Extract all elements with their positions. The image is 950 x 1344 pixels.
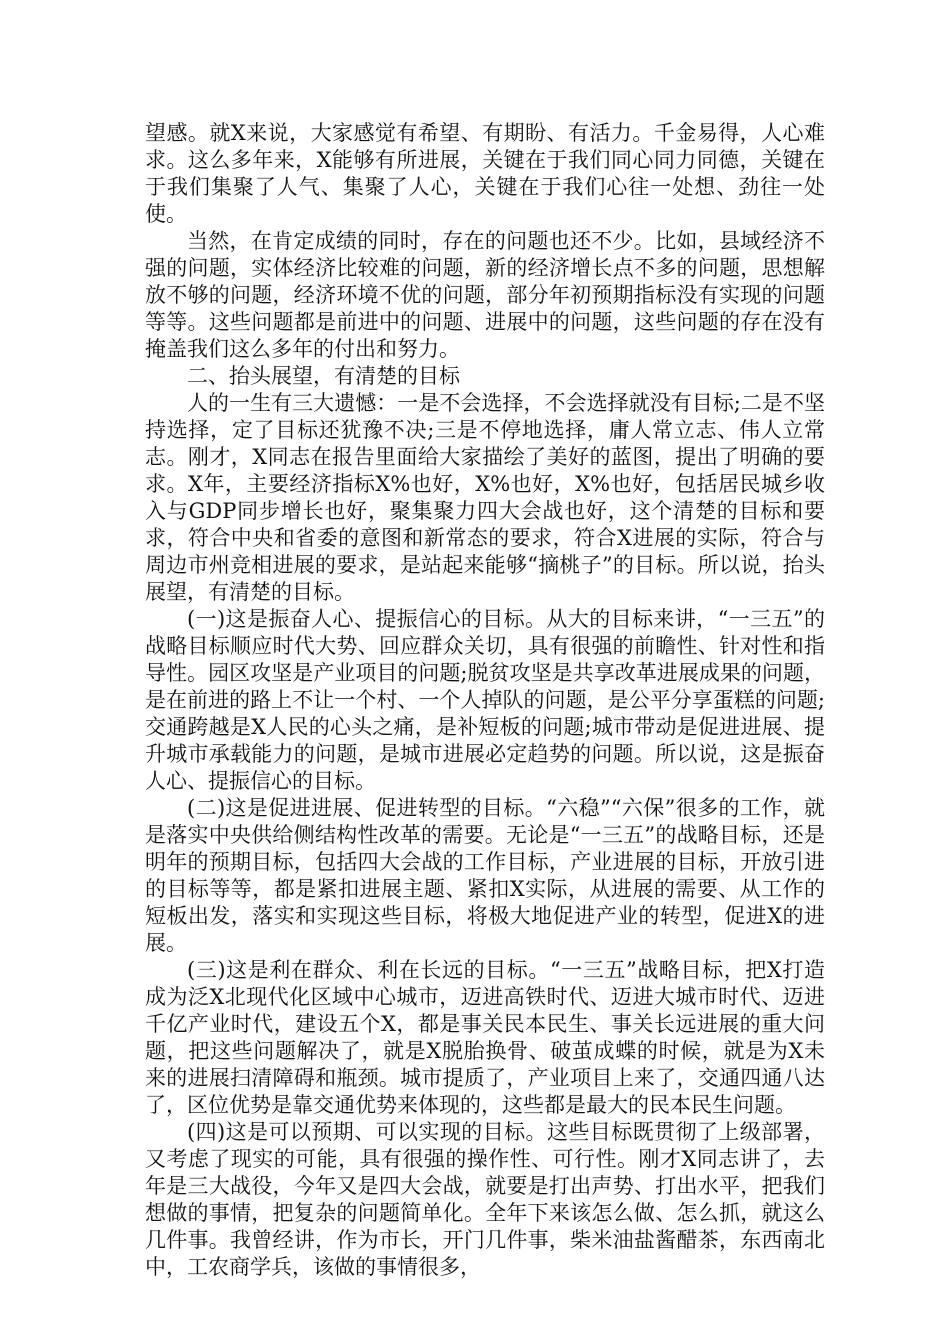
section-heading: 二、抬头展望，有清楚的目标 [187, 364, 460, 388]
paragraph-3: 人的一生有三大遗憾：一是不会选择，不会选择就没有目标;二是不坚持选择，定了目标还犹豫不决;三是不停地选择，庸人常立志、伟人立常志。刚才，X同志在报告里面给大家描绘了美好的蓝图，提出了明确的要求。X年，主要经济指标X%也好，X%也好，X%也好，包括居民城乡收入与GDP同步增长也好，聚集聚力四大会战也好，这个清楚的目标和要求，符合中央和省委的意图和新常态的要求，符合X进展的实际，符合与周边市州竞相进展的要求，是站起来能够“摘桃子”的目标。所以说，抬头展望，有清楚的目标。 [145, 391, 825, 604]
paragraph-4: (一)这是振奋人心、提振信心的目标。从大的目标来讲，“一三五”的战略目标顺应时代大势、回应群众关切，具有很强的前瞻性、针对性和指导性。园区攻坚是产业项目的问题;脱贫攻坚是共享改革进展成果的问题，是在前进的路上不让一个村、一个人掉队的问题，是公平分享蛋糕的问题;交通跨越是X人民的心头之痛，是补短板的问题;城市带动是促进进展、提升城市承载能力的问题，是城市进展必定趋势的问题。所以说，这是振奋人心、提振信心的目标。 [145, 607, 825, 793]
paragraph-1: 望感。就X来说，大家感觉有希望、有期盼、有活力。千金易得，人心难求。这么多年来，X能够有所进展，关键在于我们同心同力同德，关键在于我们集聚了人气、集聚了人心，关键在于我们心往一处想、劲往一处使。 [145, 121, 825, 226]
paragraph-7: (四)这是可以预期、可以实现的目标。这些目标既贯彻了上级部署，又考虑了现实的可能，具有很强的操作性、可行性。刚才X同志讲了，去年是三大战役，今年又是四大会战，就要是打出声势、打出水平，把我们想做的事情，把复杂的问题简单化。全年下来该怎么做、怎么抓，就这么几件事。我曾经讲，作为市长，开门几件事，柴米油盐酱醋茶，东西南北中，工农商学兵，该做的事情很多， [145, 1120, 825, 1279]
paragraph-6: (三)这是利在群众、利在长远的目标。“一三五”战略目标，把X打造成为泛X北现代化区域中心城市，迈进高铁时代、迈进大城市时代、迈进千亿产业时代，建设五个X，都是事关民本民生、事关长远进展的重大问题，把这些问题解决了，就是X脱胎换骨、破茧成蝶的时候，就是为X未来的进展扫清障碍和瓶颈。城市提质了，产业项目上来了，交通四通八达了，区位优势是靠交通优势来体现的，这些都是最大的民本民生问题。 [145, 958, 825, 1117]
paragraph-5: (二)这是促进进展、促进转型的目标。“六稳”“六保”很多的工作，就是落实中央供给侧结构性改革的需要。无论是“一三五”的战略目标，还是明年的预期目标，包括四大会战的工作目标，产业进展的目标，开放引进的目标等等，都是紧扣进展主题、紧扣X实际，从进展的需要、从工作的短板出发，落实和实现这些目标，将极大地促进产业的转型，促进X的进展。 [145, 796, 825, 955]
paragraph-2: 当然，在肯定成绩的同时，存在的问题也还不少。比如，县域经济不强的问题，实体经济比较难的问题，新的经济增长点不多的问题，思想解放不够的问题，经济环境不优的问题，部分年初预期指标没有实现的问题等等。这些问题都是前进中的问题、进展中的问题，这些问题的存在没有掩盖我们这么多年的付出和努力。 [145, 229, 825, 361]
document-page [145, 120, 825, 1281]
